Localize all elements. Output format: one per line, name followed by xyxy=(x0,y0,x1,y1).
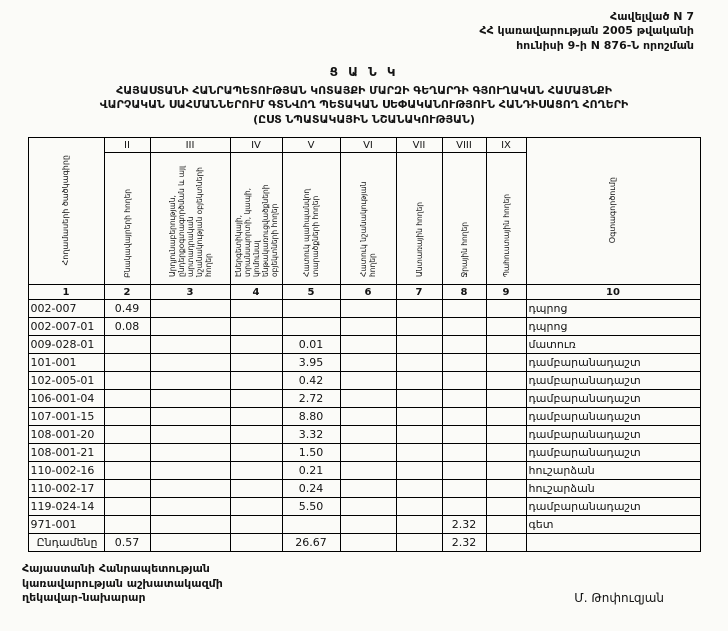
area-value: 2.72 xyxy=(282,390,340,408)
area-value: 8.80 xyxy=(282,408,340,426)
area-value xyxy=(442,336,486,354)
area-value xyxy=(340,444,396,462)
colnum-3: 3 xyxy=(150,285,230,300)
area-value xyxy=(396,534,442,552)
colnum-7: 7 xyxy=(396,285,442,300)
parcel-code: 102-005-01 xyxy=(28,372,104,390)
area-value xyxy=(396,372,442,390)
area-value: 2.32 xyxy=(442,534,486,552)
area-value xyxy=(442,462,486,480)
table-body xyxy=(28,300,700,552)
roman-numeral-row xyxy=(28,138,700,153)
area-value xyxy=(150,534,230,552)
table-row xyxy=(28,336,700,354)
roman-iv: IV xyxy=(230,138,282,153)
area-value xyxy=(230,480,282,498)
area-value: 1.50 xyxy=(282,444,340,462)
colnum-1: 1 xyxy=(28,285,104,300)
table-row xyxy=(28,300,700,318)
colnum-8: 8 xyxy=(442,285,486,300)
colnum-4: 4 xyxy=(230,285,282,300)
area-value xyxy=(396,516,442,534)
area-value xyxy=(442,354,486,372)
area-value xyxy=(150,318,230,336)
annex-line-2: ՀՀ կառավարության 2005 թվականի xyxy=(479,24,694,38)
roman-vii: VII xyxy=(396,138,442,153)
area-value xyxy=(442,444,486,462)
usage-cell: գետ xyxy=(526,516,700,534)
area-value xyxy=(150,336,230,354)
usage-cell xyxy=(526,534,700,552)
area-value xyxy=(442,300,486,318)
area-value xyxy=(396,336,442,354)
parcel-code: 107-001-15 xyxy=(28,408,104,426)
area-value xyxy=(150,462,230,480)
area-value xyxy=(340,480,396,498)
area-value xyxy=(230,426,282,444)
document-title xyxy=(0,84,728,128)
usage-cell: դպրոց xyxy=(526,318,700,336)
area-value xyxy=(150,354,230,372)
area-value xyxy=(396,480,442,498)
area-value xyxy=(340,498,396,516)
area-value xyxy=(104,498,150,516)
header-forest-lands: Անտառային հողեր xyxy=(396,153,442,285)
area-value xyxy=(104,480,150,498)
area-value xyxy=(230,534,282,552)
usage-cell: դամբարանադաշտ xyxy=(526,372,700,390)
area-value xyxy=(230,372,282,390)
parcel-code: 108-001-20 xyxy=(28,426,104,444)
roman-ii: II xyxy=(104,138,150,153)
signatory-title xyxy=(22,562,223,605)
usage-cell: հուշարձան xyxy=(526,462,700,480)
total-label: Ընդամենը xyxy=(28,534,104,552)
area-value xyxy=(486,462,526,480)
table-row xyxy=(28,480,700,498)
usage-cell: դպրոց xyxy=(526,300,700,318)
area-value xyxy=(340,318,396,336)
table-row xyxy=(28,372,700,390)
parcel-code: 971-001 xyxy=(28,516,104,534)
parcel-code: 106-001-04 xyxy=(28,390,104,408)
area-value xyxy=(150,498,230,516)
annex-reference xyxy=(0,0,728,53)
signatory-line-2: կառավարության աշխատակազմի xyxy=(22,576,223,590)
area-value xyxy=(282,516,340,534)
signatory-line-1: Հայաստանի Հանրապետության xyxy=(22,562,210,576)
area-value xyxy=(230,336,282,354)
area-value: 3.32 xyxy=(282,426,340,444)
area-value xyxy=(486,336,526,354)
area-value xyxy=(396,408,442,426)
area-value xyxy=(104,354,150,372)
area-value xyxy=(150,444,230,462)
area-value xyxy=(104,426,150,444)
area-value: 5.50 xyxy=(282,498,340,516)
usage-cell: մատուռ xyxy=(526,336,700,354)
area-value xyxy=(486,300,526,318)
area-value xyxy=(230,444,282,462)
area-value xyxy=(396,462,442,480)
area-value xyxy=(150,480,230,498)
signature-name: Մ. Թոփուզյան xyxy=(574,591,664,606)
area-value xyxy=(230,318,282,336)
parcel-code: 009-028-01 xyxy=(28,336,104,354)
area-value xyxy=(396,426,442,444)
area-value xyxy=(230,390,282,408)
title-line-3: (ԸՍՏ ՆՊԱՏԱԿԱՅԻՆ ՆՇԱՆԱԿՈՒԹՅԱՆ) xyxy=(253,112,475,126)
roman-ix: IX xyxy=(486,138,526,153)
area-value xyxy=(104,462,150,480)
table-row xyxy=(28,354,700,372)
usage-cell: դամբարանադաշտ xyxy=(526,426,700,444)
roman-vi: VI xyxy=(340,138,396,153)
parcel-code: 002-007-01 xyxy=(28,318,104,336)
area-value xyxy=(396,318,442,336)
area-value xyxy=(150,426,230,444)
area-value xyxy=(442,318,486,336)
usage-cell: հուշարձան xyxy=(526,480,700,498)
table-row xyxy=(28,462,700,480)
area-value xyxy=(486,498,526,516)
area-value: 0.21 xyxy=(282,462,340,480)
area-value xyxy=(150,516,230,534)
area-value xyxy=(486,318,526,336)
header-parcel-code xyxy=(28,138,104,285)
area-value xyxy=(486,408,526,426)
area-value xyxy=(230,516,282,534)
parcel-code: 110-002-16 xyxy=(28,462,104,480)
colnum-5: 5 xyxy=(282,285,340,300)
area-value xyxy=(396,354,442,372)
area-value xyxy=(340,336,396,354)
area-value xyxy=(486,426,526,444)
area-value xyxy=(486,390,526,408)
area-value xyxy=(150,390,230,408)
area-value xyxy=(486,372,526,390)
table-row xyxy=(28,444,700,462)
roman-v: V xyxy=(282,138,340,153)
area-value xyxy=(104,336,150,354)
usage-cell: դամբարանադաշտ xyxy=(526,498,700,516)
area-value xyxy=(230,462,282,480)
area-value: 26.67 xyxy=(282,534,340,552)
area-value: 2.32 xyxy=(442,516,486,534)
table-row xyxy=(28,408,700,426)
area-value xyxy=(396,444,442,462)
usage-cell: դամբարանադաշտ xyxy=(526,354,700,372)
colnum-9: 9 xyxy=(486,285,526,300)
area-value xyxy=(396,390,442,408)
area-value xyxy=(104,444,150,462)
header-water-lands: Ջրային հողեր xyxy=(442,153,486,285)
area-value xyxy=(442,390,486,408)
area-value: 3.95 xyxy=(282,354,340,372)
area-value xyxy=(230,498,282,516)
area-value xyxy=(340,462,396,480)
header-special-purpose-lands: Հատուկ նշանակության հողեր xyxy=(340,153,396,285)
area-value xyxy=(486,354,526,372)
area-value xyxy=(340,534,396,552)
table-row xyxy=(28,426,700,444)
area-value xyxy=(230,354,282,372)
annex-line-1: Հավելված N 7 xyxy=(610,10,694,23)
parcel-code: 101-001 xyxy=(28,354,104,372)
usage-cell: դամբարանադաշտ xyxy=(526,408,700,426)
area-value xyxy=(340,516,396,534)
total-row xyxy=(28,534,700,552)
roman-viii: VIII xyxy=(442,138,486,153)
area-value xyxy=(486,480,526,498)
header-industrial-lands: Արդյունաբերության, ընդերքօգտագործման և այլ արտադրական նշանակության օբյեկտների հողեր xyxy=(150,153,230,285)
annex-line-3: հունիսի 9-ի N 876-Ն որոշման xyxy=(516,38,694,52)
title-line-1: ՀԱՅԱՍՏԱՆԻ ՀԱՆՐԱՊԵՏՈՒԹՅԱՆ ԿՈՏԱՅՔԻ ՄԱՐԶԻ ԳԵՂԱՐԴԻ ԳՅՈՒՂԱԿԱՆ ՀԱՄԱՅՆՔԻ xyxy=(116,83,612,97)
title-line-2: ՎԱՐՉԱԿԱՆ ՍԱՀՄԱՆՆԵՐՈՒՄ ԳՏՆՎՈՂ ՊԵՏԱԿԱՆ ՍԵՓԱԿԱՆՈՒԹՅՈՒՆ ՀԱՆԴԻՍԱՑՈՂ ՀՈՂԵՐԻ xyxy=(99,98,629,112)
table-row xyxy=(28,498,700,516)
document-heading: Ց Ա Ն Կ xyxy=(329,64,399,79)
parcel-code: 002-007 xyxy=(28,300,104,318)
area-value xyxy=(150,300,230,318)
area-value xyxy=(340,372,396,390)
table-row xyxy=(28,318,700,336)
area-value xyxy=(442,498,486,516)
area-value xyxy=(442,426,486,444)
area-value: 0.01 xyxy=(282,336,340,354)
area-value xyxy=(282,300,340,318)
area-value: 0.57 xyxy=(104,534,150,552)
area-value xyxy=(396,300,442,318)
parcel-code: 119-024-14 xyxy=(28,498,104,516)
colnum-2: 2 xyxy=(104,285,150,300)
area-value xyxy=(340,426,396,444)
area-value xyxy=(486,516,526,534)
area-value xyxy=(230,300,282,318)
header-usage-label: Օգտագործումը xyxy=(608,176,618,244)
area-value xyxy=(150,408,230,426)
area-value xyxy=(486,444,526,462)
footer xyxy=(0,552,728,605)
area-value xyxy=(104,390,150,408)
land-parcels-table xyxy=(28,137,701,552)
colnum-10: 10 xyxy=(526,285,700,300)
usage-cell: դամբարանադաշտ xyxy=(526,444,700,462)
area-value xyxy=(104,408,150,426)
usage-cell: դամբարանադաշտ xyxy=(526,390,700,408)
header-energy-transport-lands: Էներգետիկայի, տրանսպորտի, կապի, կոմունալ ենթակառուցվածքների օբյեկտների հողեր xyxy=(230,153,282,285)
area-value xyxy=(340,408,396,426)
area-value xyxy=(442,480,486,498)
header-settlement-lands: Բնակավայրերի հողեր xyxy=(104,153,150,285)
area-value xyxy=(442,372,486,390)
area-value xyxy=(442,408,486,426)
area-value xyxy=(396,498,442,516)
area-value xyxy=(340,390,396,408)
area-value: 0.08 xyxy=(104,318,150,336)
area-value xyxy=(486,534,526,552)
area-value xyxy=(104,372,150,390)
header-usage xyxy=(526,138,700,285)
area-value xyxy=(104,516,150,534)
parcel-code: 108-001-21 xyxy=(28,444,104,462)
table-row xyxy=(28,390,700,408)
table-row xyxy=(28,516,700,534)
area-value xyxy=(230,408,282,426)
header-reserve-lands: Պահուստային հողեր xyxy=(486,153,526,285)
signatory-line-3: ղեկավար-նախարար xyxy=(22,591,146,605)
column-number-row xyxy=(28,285,700,300)
area-value: 0.42 xyxy=(282,372,340,390)
area-value: 0.49 xyxy=(104,300,150,318)
header-protected-lands: Հատուկ պահպանվող տարածքների հողեր xyxy=(282,153,340,285)
area-value xyxy=(340,300,396,318)
colnum-6: 6 xyxy=(340,285,396,300)
area-value xyxy=(282,318,340,336)
area-value xyxy=(150,372,230,390)
header-parcel-code-label: Հողամասերի ծածկագիրը xyxy=(61,154,71,266)
parcel-code: 110-002-17 xyxy=(28,480,104,498)
roman-iii: III xyxy=(150,138,230,153)
area-value: 0.24 xyxy=(282,480,340,498)
area-value xyxy=(340,354,396,372)
